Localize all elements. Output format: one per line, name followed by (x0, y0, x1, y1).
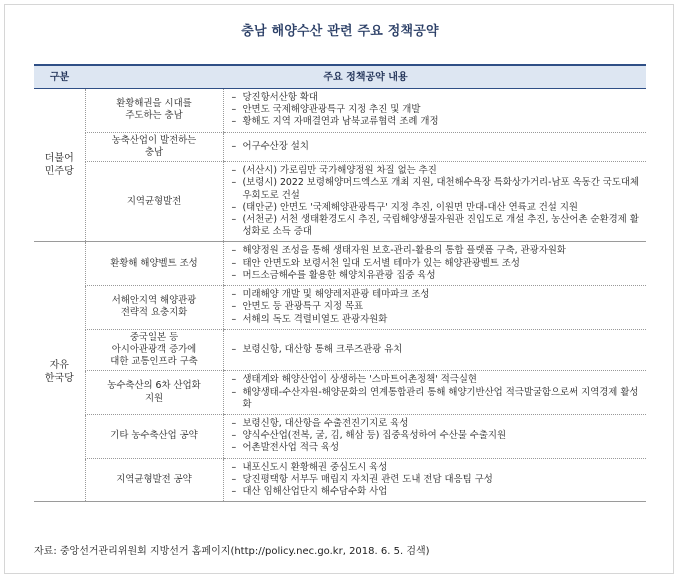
policy-items (223, 132, 646, 161)
table-header-row (34, 65, 646, 89)
policy-items (223, 371, 646, 415)
table-row (34, 242, 646, 286)
policy-item: – 머드소금해수를 활용한 해양치유관광 집중 육성 (232, 270, 641, 282)
policy-item: – 안면도 국제해양관광특구 지정 추진 및 개발 (232, 104, 641, 116)
policy-category: 서해안지역 해양관광 전략적 요충지화 (85, 286, 223, 330)
policy-items (223, 162, 646, 242)
party-name: 더불어 민주당 (34, 89, 85, 242)
header-category: 구분 (34, 65, 85, 89)
table-row (34, 329, 646, 371)
table-body (34, 89, 646, 502)
policy-item-list (232, 374, 641, 411)
policy-item: – 태안 안면도와 보령서천 일대 도서별 테마가 있는 해양관광벨트 조성 (232, 258, 641, 270)
policy-item: – 황해도 지역 자매결연과 남북교류협력 조례 개정 (232, 116, 641, 128)
policy-item: – 서해의 독도 격렬비열도 관광자원화 (232, 314, 641, 326)
policy-item: – 어구수산장 설치 (232, 141, 641, 153)
header-content: 주요 정책공약 내용 (85, 65, 646, 89)
policy-item: – 내포신도시 환황해권 중심도시 육성 (232, 462, 641, 474)
policy-items (223, 242, 646, 286)
policy-category: 농축산업이 발전하는 충남 (85, 132, 223, 161)
policy-items (223, 89, 646, 133)
policy-item: – 대산 임해산업단지 해수담수화 사업 (232, 486, 641, 498)
policy-item-list (232, 141, 641, 153)
policy-item: – 당진항서산항 확대 (232, 92, 641, 104)
policy-item-list (232, 418, 641, 455)
policy-item: – 보령신항, 대산항을 수출전진기지로 육성 (232, 418, 641, 430)
policy-item: – 미래해양 개발 및 해양레저관광 테마파크 조성 (232, 289, 641, 301)
table-row (34, 458, 646, 502)
party-name: 자유 한국당 (34, 242, 85, 502)
policy-category: 농수축산의 6차 산업화 지원 (85, 371, 223, 415)
policy-item: – 생태계와 해양산업이 상생하는 '스마트어촌정책' 적극실현 (232, 374, 641, 386)
table-row (34, 371, 646, 415)
table-row (34, 286, 646, 330)
policy-item: – 보령신항, 대산항 통해 크루즈관광 유치 (232, 344, 641, 356)
table-row (34, 162, 646, 242)
policy-item: – 당진평택항 서부두 매립지 자치권 관련 도내 전담 대응팀 구성 (232, 474, 641, 486)
policy-item: – (서천군) 서천 생태환경도시 추진, 국립해양생물자원관 진입도로 개설 추진, 농산어촌 순환경제 활성화로 소득 증대 (232, 214, 641, 238)
policy-item-list (232, 165, 641, 238)
policy-item: – (보령시) 2022 보령해양머드엑스포 개최 지원, 대천해수욕장 특화상가거리-남포 옥동간 국도대체우회도로 건설 (232, 177, 641, 201)
policy-item-list (232, 289, 641, 326)
policy-item-list (232, 92, 641, 129)
table-row (34, 89, 646, 133)
policy-item: – 양식수산업(전복, 굴, 김, 해삼 등) 집중육성하여 수산물 수출지원 (232, 430, 641, 442)
policy-category: 기타 농수축산업 공약 (85, 415, 223, 459)
policy-items (223, 286, 646, 330)
policy-item: – 어촌발전사업 적극 육성 (232, 442, 641, 454)
source-note: 자료: 중앙선거관리위원회 지방선거 홈페이지(http://policy.nec.go.kr, 2018. 6. 5. 검색) (34, 546, 430, 557)
policy-items (223, 415, 646, 459)
policy-items (223, 329, 646, 371)
policy-item: – (서산시) 가로림만 국가해양정원 차질 없는 추진 (232, 165, 641, 177)
policy-item: – 안면도 등 관광특구 지정 목표 (232, 301, 641, 313)
policy-item-list (232, 462, 641, 499)
policy-item-list (232, 344, 641, 356)
table-row (34, 415, 646, 459)
policy-category: 환황해권을 시대를 주도하는 충남 (85, 89, 223, 133)
policy-category: 환황해 해양벨트 조성 (85, 242, 223, 286)
policy-category: 중국일본 등 아시아관광객 증가에 대한 교통인프라 구축 (85, 329, 223, 371)
policy-items (223, 458, 646, 502)
policy-item: – 해양생태-수산자원-해양문화의 연계통합관리 통해 해양기반산업 적극발굴함으로써 지역경제 활성화 (232, 387, 641, 411)
policy-category: 지역균형발전 공약 (85, 458, 223, 502)
policy-item-list (232, 245, 641, 282)
policy-item: – (태안군) 안면도 '국제해양관광특구' 지정 추진, 이원면 만대-대산 연륙교 건설 지원 (232, 202, 641, 214)
policy-category: 지역균형발전 (85, 162, 223, 242)
table-row (34, 132, 646, 161)
policy-item: – 해양정원 조성을 통해 생태자원 보호-관리-활용의 통합 플랫폼 구축, 관광자원화 (232, 245, 641, 257)
policy-table (34, 64, 646, 502)
table-title: 충남 해양수산 관련 주요 정책공약 (241, 24, 439, 39)
